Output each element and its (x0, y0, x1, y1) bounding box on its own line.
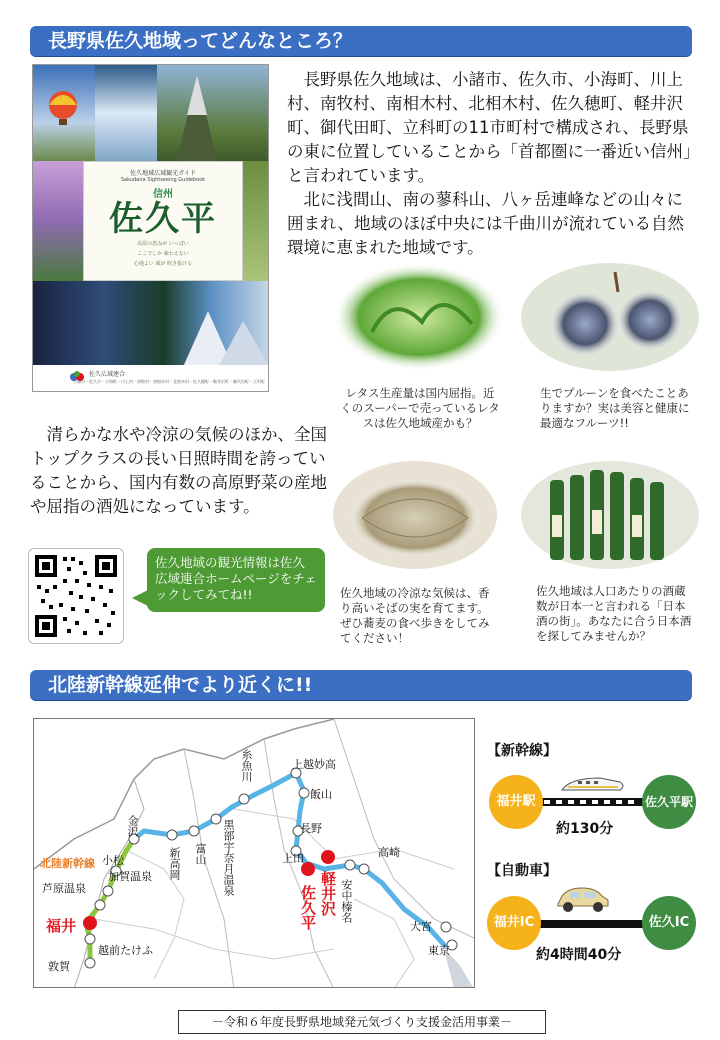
lettuce-photo (332, 262, 506, 372)
qr-code[interactable] (28, 548, 124, 644)
caption-sake: 佐久地域は人口あたりの酒蔵数が日本一と言われる「日本酒の街」。あなたに合う日本酒を探してみませんか？ (536, 584, 692, 643)
car-time: 約4時間40分 (536, 947, 622, 963)
cover-title: 佐久平 (109, 199, 217, 239)
sakudaira-station-circle: 佐久平駅 (642, 775, 696, 829)
section-title-shinkansen: 北陸新幹線延伸でより近くに!! (30, 670, 692, 700)
brochure-cover-image (32, 64, 269, 392)
balloon-photo (33, 65, 95, 161)
karuizawa-marker (321, 850, 335, 864)
saku-ic-circle: 佐久IC (642, 896, 696, 950)
ice-waterfall-photo (95, 65, 157, 161)
section-title-sakuarea: 長野県佐久地域ってどんなところ？ (30, 26, 692, 56)
fukui-station-circle: 福井駅 (489, 775, 543, 829)
intro-text: 長野県佐久地域は、小諸市、佐久市、小海町、川上村、南牧村、南相木村、北相木村、佐久穂町、軽井沢町、御代田町、立科町の11市町村で構成され、長野県の東に位置していることから「首都圏に一番近い信州」と言われています。 北に浅間山、南の蓼科山、八ヶ岳連峰などの山々に囲まれ、地域のほぼ中央には千曲川が流れている自然環境に恵まれた地域です。 (287, 70, 692, 257)
road-bar (540, 920, 644, 928)
sakura-photo (33, 161, 83, 281)
funding-note: －令和６年度長野県地域発元気づくり支援金活用事業－ (178, 1010, 546, 1034)
shinkansen-train-icon (560, 772, 626, 798)
rice-terrace-photo (243, 161, 269, 281)
mountain-photo (157, 65, 269, 161)
callout-tail (132, 590, 148, 606)
shinkansen-time: 約130分 (556, 821, 614, 837)
cover-title-panel: 佐久地域広域観光ガイド Sakudaira Sightseeing Guidebook 信州 佐久平 高原の恵みが いっぱい ここでしか 味わえない 心地よい 風が 吹き抜ける (83, 161, 243, 281)
car-heading: 【自動車】 (487, 863, 557, 879)
night-sky-photo (33, 281, 269, 367)
fukui-marker (83, 916, 97, 930)
caption-lettuce: レタス生産量は国内屈指。近くのスーパーで売っているレタスは佐久地域産かも？ (340, 386, 500, 430)
car-icon (554, 884, 612, 914)
sake-photo (520, 460, 700, 570)
soba-photo (332, 460, 498, 570)
cover-footer: 佐久広域連合 小諸市・佐久市・小海町・川上村・南牧村・南相木村・北相木村・佐久穂町・軽井沢町・御代田町・立科町 (33, 365, 268, 391)
homepage-callout: 佐久地域の観光情報は佐久広域連合ホームページをチェックしてみてね!! (147, 548, 325, 612)
fukui-ic-circle: 福井IC (487, 896, 541, 950)
prune-photo (520, 262, 700, 372)
shinkansen-heading: 【新幹線】 (487, 743, 557, 759)
climate-text: 清らかな水や冷涼の気候のほか、全国トップクラスの長い日照時間を誇っていることから、国内有数の高原野菜の産地や屈指の酒処になっています。 (30, 425, 327, 516)
caption-prune: 生でプルーンを食べたことありますか？実は美容と健康に最適なフルーツ!! (540, 386, 690, 430)
rail-track (540, 798, 644, 806)
caption-soba: 佐久地域の冷涼な気候は、香り高いそばの実を育てます。ぜひ蕎麦の食べ歩きをしてみてください！ (340, 586, 490, 645)
hokuriku-shinkansen-map: 北陸新幹線 糸魚川 上越妙高 飯山 長野 上田 金沢 新高岡 富山 黒部宇奈月温泉 小松 加賀温泉 芦原温泉 福井 越前たけふ 敦賀 軽井沢 佐久平 安中榛名 高崎 大宮 東京 (33, 718, 475, 988)
